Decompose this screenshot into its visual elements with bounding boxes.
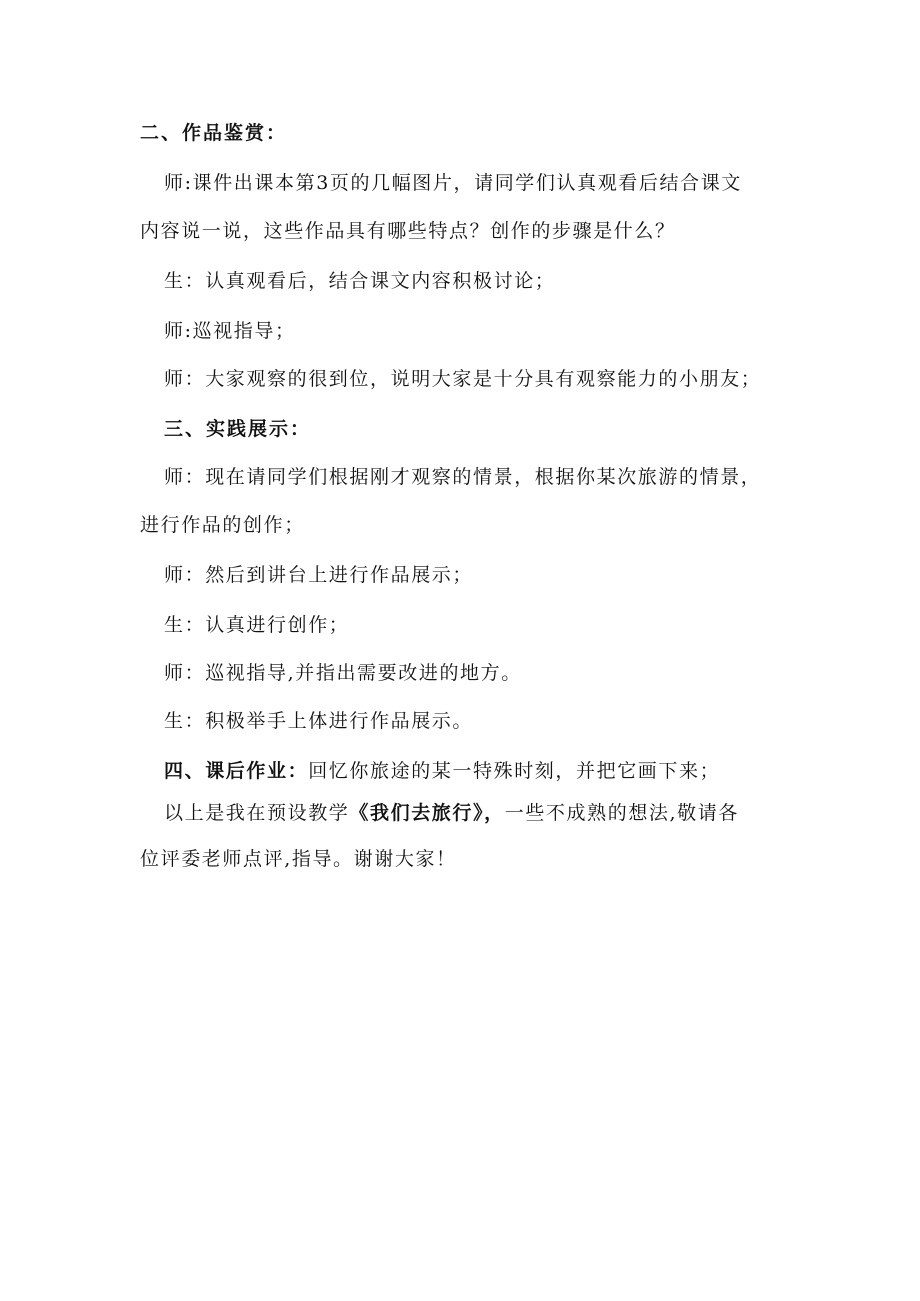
lesson-title: 《我们去旅行》，: [349, 802, 505, 824]
closing-pre-text: 以上是我在预设教学: [164, 802, 350, 824]
teacher-paragraph-line-1: 师:课件出课本第3页的几幅图片，请同学们认真观看后结合课文: [164, 172, 742, 194]
section-heading-appreciation: 二、作品鉴赏：: [140, 122, 288, 144]
closing-line-1: [164, 800, 824, 826]
section-heading-practice: 三、实践展示：: [164, 418, 312, 440]
homework-text: 回忆你旅途的某一特殊时刻，并把它画下来；: [308, 760, 721, 782]
student-discussion-paragraph: 生：认真观看后，结合课文内容积极讨论；: [164, 270, 556, 292]
section-heading-homework: 四、课后作业：: [164, 760, 309, 782]
teacher-guidance-paragraph: 师:巡视指导；: [164, 320, 296, 342]
teacher-praise-paragraph: 师：大家观察的很到位，说明大家是十分具有观察能力的小朋友；: [164, 368, 762, 390]
closing-post-text: 一些不成熟的想法,敬请各: [504, 802, 739, 824]
teacher-instruction-line-1: 师：现在请同学们根据刚才观察的情景，根据你某次旅游的情景，: [164, 466, 762, 488]
student-create-paragraph: 生：认真进行创作；: [164, 614, 350, 636]
homework-paragraph: [164, 758, 824, 784]
teacher-instruction-line-2: 进行作品的创作；: [140, 514, 305, 536]
teacher-paragraph-line-2: 内容说一说，这些作品具有哪些特点？创作的步骤是什么？: [140, 220, 676, 242]
teacher-improve-paragraph: 师：巡视指导,并指出需要改进的地方。: [164, 662, 522, 684]
teacher-display-paragraph: 师：然后到讲台上进行作品展示；: [164, 564, 474, 586]
student-show-paragraph: 生：积极举手上体进行作品展示。: [164, 710, 474, 732]
closing-line-2: 位评委老师点评,指导。谢谢大家！: [140, 848, 457, 870]
